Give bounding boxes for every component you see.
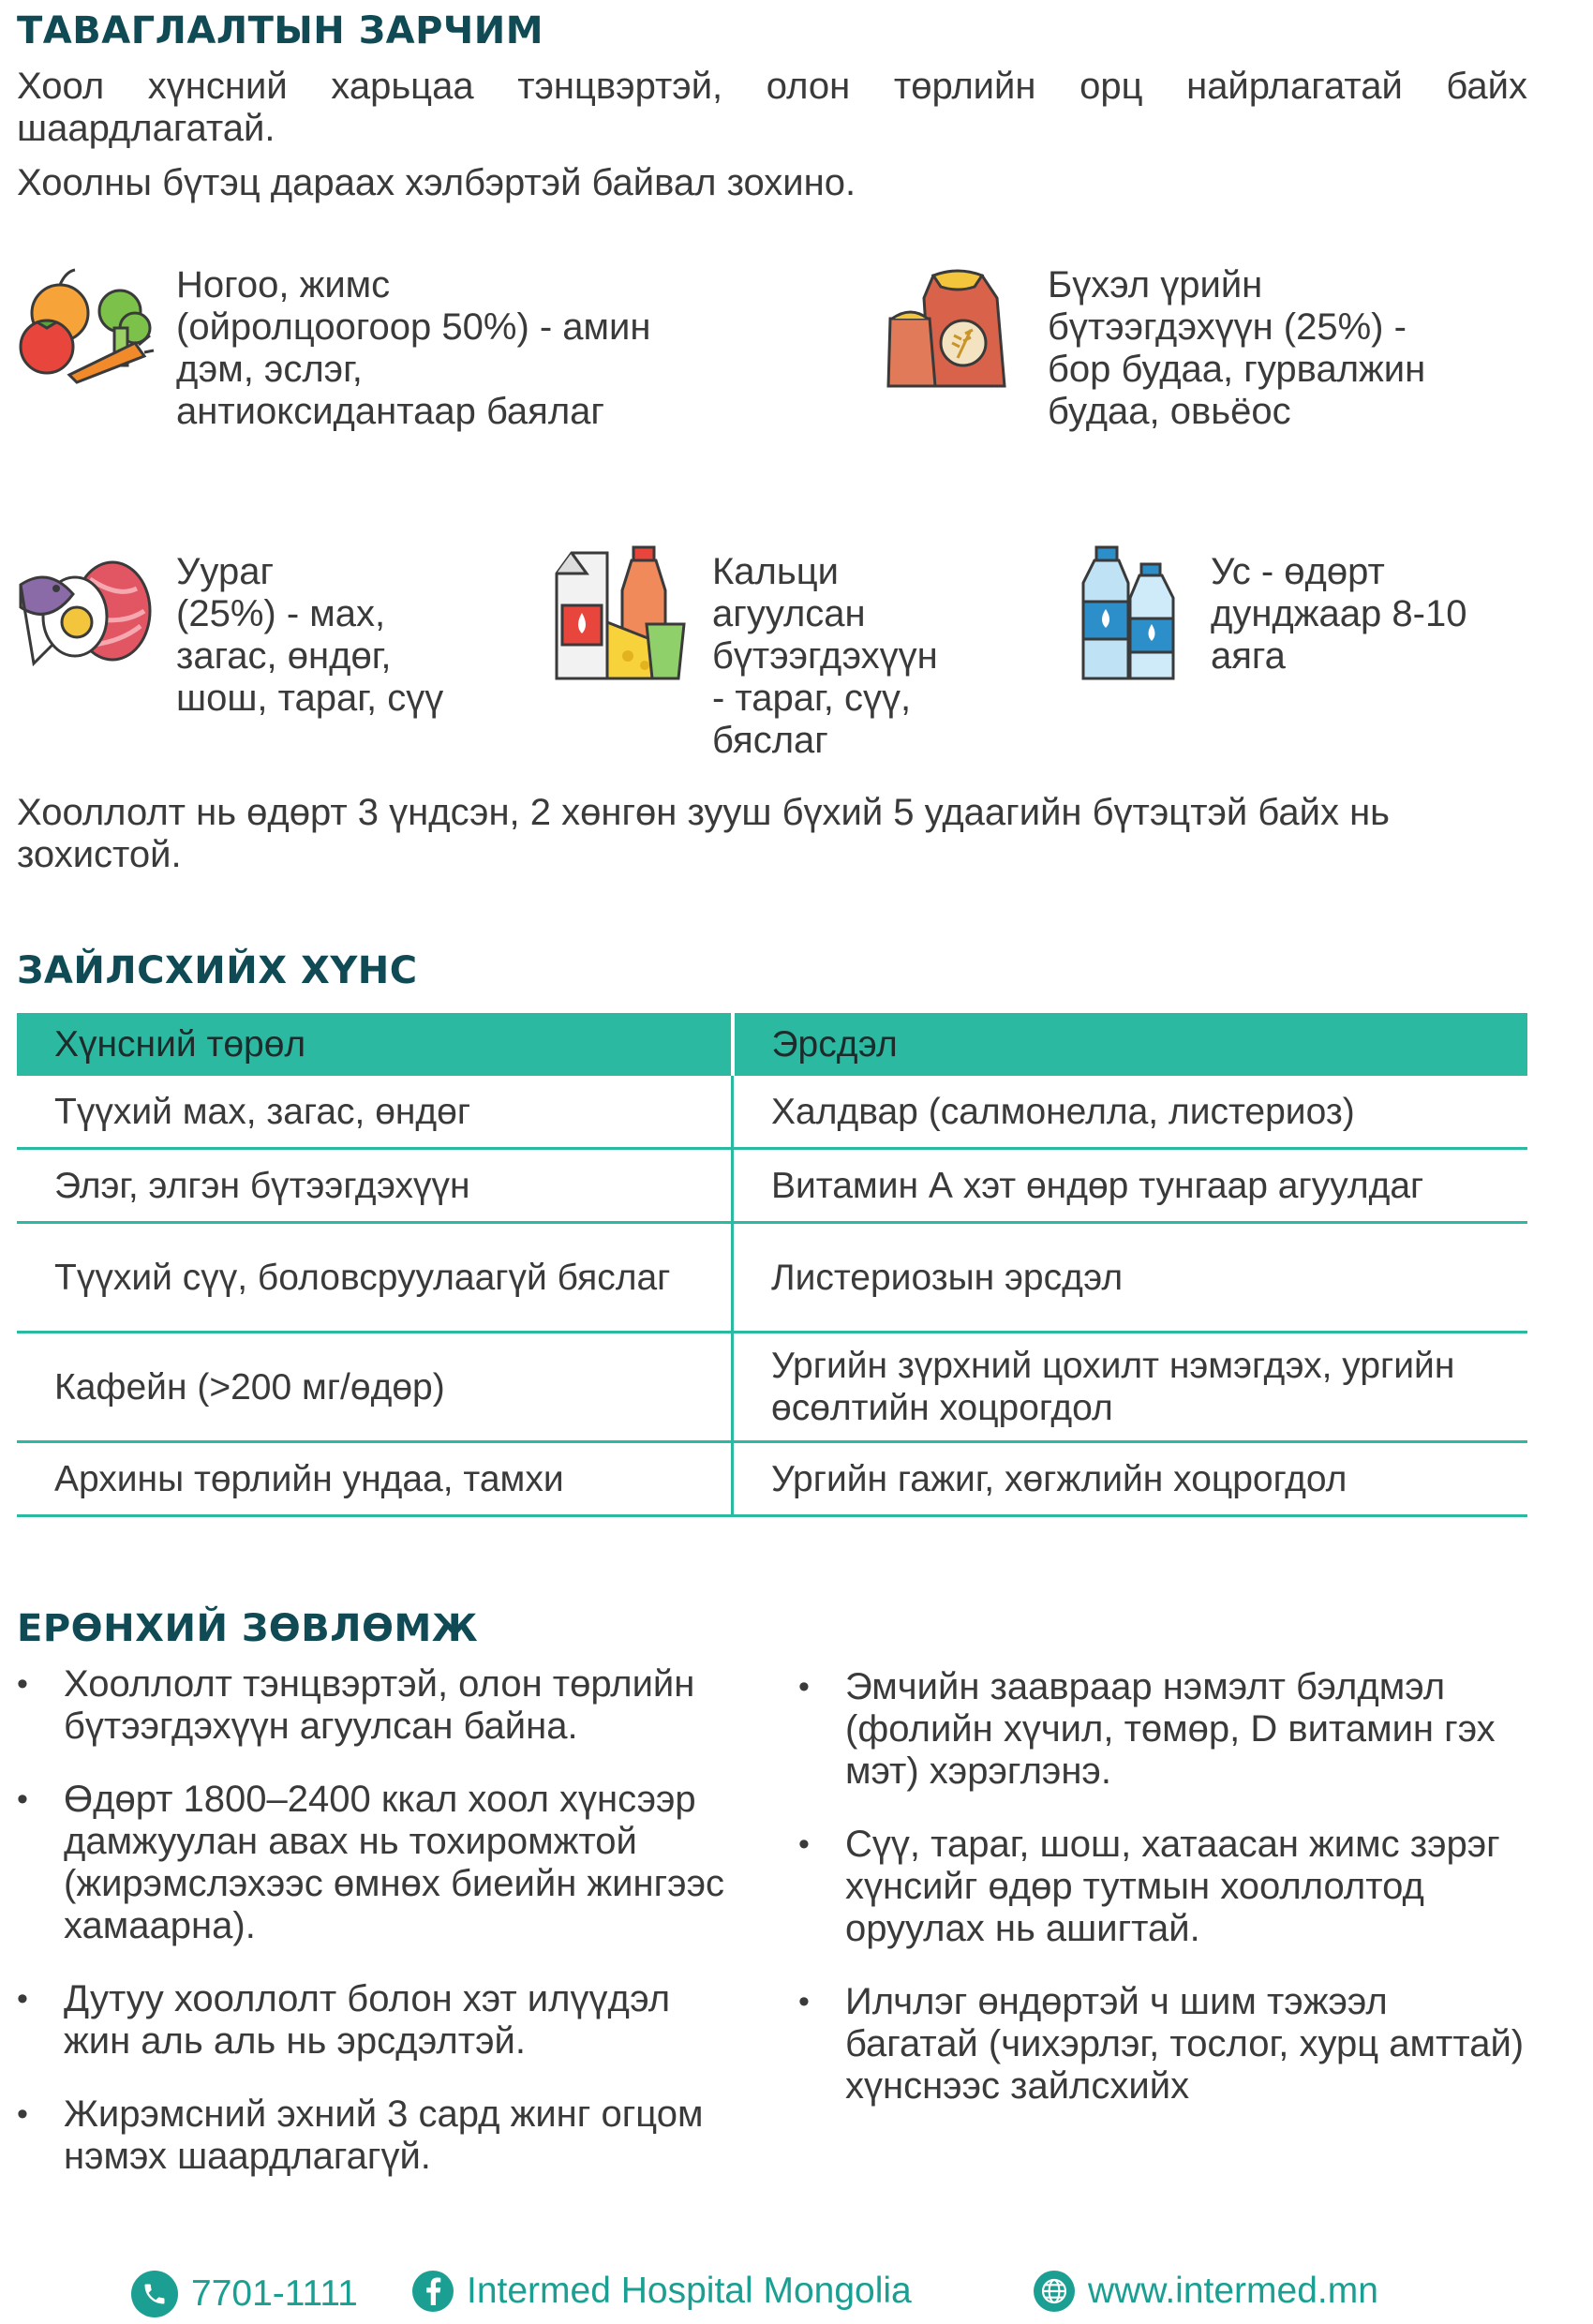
intro-text: Хоол хүнсний харьцаа тэнцвэртэй, олон төрлийн орц найрлагатай байх шаардлагатай. bbox=[17, 66, 1527, 149]
footer-website[interactable] bbox=[1034, 2271, 1378, 2312]
table-header-food-type: Хүнсний төрөл bbox=[17, 1013, 733, 1076]
advice-list-right bbox=[798, 1666, 1529, 2138]
list-item bbox=[17, 1779, 738, 1947]
section-title-avoid-foods: ЗАЙЛСХИЙХ ХҮНС bbox=[17, 949, 418, 992]
food-type-cell: Элэг, элгэн бүтээгдэхүүн bbox=[17, 1149, 733, 1223]
food-detail: антиоксидантаар баялаг bbox=[176, 391, 605, 432]
bullet: • bbox=[17, 1666, 28, 1702]
food-detail: бор будаа, гурвалжин bbox=[1048, 349, 1426, 390]
table-row bbox=[17, 1333, 1527, 1442]
food-label: Бүхэл үрийн bbox=[1048, 264, 1263, 305]
risk-cell: Ургийн зүрхний цохилт нэмэгдэх, ургийн өсөлтийн хоцрогдол bbox=[733, 1333, 1528, 1442]
food-detail: дэм, эслэг, bbox=[176, 349, 363, 390]
food-label: Ногоо, жимс bbox=[176, 264, 391, 305]
list-item bbox=[17, 1978, 738, 2063]
advice-text: Сүү, тараг, шош, хатаасан жимс зэрэг хүнсийг өдөр тутмын хооллолтод оруулах нь ашигтай. bbox=[845, 1824, 1500, 1949]
advice-text: Эмчийн зааврaap нэмэлт бэлдмэл (фолийн хүчил, төмөр, D витамин гэх мэт) хэрэглэнэ. bbox=[845, 1666, 1496, 1792]
list-item bbox=[798, 1824, 1529, 1950]
meals-text: Хооллолт нь өдөрт 3 үндсэн, 2 хөнгөн зууш бүхий 5 удаагийн бүтэцтэй байх нь зохистой. bbox=[17, 792, 1390, 875]
table-header-row bbox=[17, 1013, 1527, 1076]
advice-text: Дутуу хооллолт болон хэт илүүдэл жин аль аль нь эрсдэлтэй. bbox=[64, 1978, 671, 2062]
food-label: Уураг bbox=[176, 551, 275, 592]
food-item-water bbox=[1211, 551, 1548, 678]
bullet: • bbox=[17, 1981, 28, 2017]
food-detail: дунджаар 8-10 bbox=[1211, 593, 1467, 634]
list-item bbox=[17, 1663, 738, 1748]
dairy-products-icon bbox=[549, 545, 690, 686]
vegetables-fruits-icon bbox=[15, 264, 156, 386]
food-detail: будаа, овьёос bbox=[1048, 391, 1291, 432]
food-label: Кальци bbox=[712, 551, 839, 592]
advice-text: Илчлэг өндөртэй ч шим тэжээл багатай (чихэрлэг, тослог, хурц амттай) хүнснээс зайлсхийх bbox=[845, 1981, 1525, 2107]
food-detail: агуулсан bbox=[712, 593, 866, 634]
food-detail: (25%) - мах, bbox=[176, 593, 386, 634]
table-row bbox=[17, 1076, 1527, 1149]
risk-cell: Халдвар (салмонелла, листериоз) bbox=[733, 1076, 1528, 1149]
table-row bbox=[17, 1149, 1527, 1223]
globe-icon bbox=[1034, 2271, 1075, 2312]
food-type-cell: Кафейн (>200 мг/өдөр) bbox=[17, 1333, 733, 1442]
bullet: • bbox=[798, 1826, 810, 1862]
section-title-general-advice: ЕРӨНХИЙ ЗӨВЛӨМЖ bbox=[17, 1607, 479, 1650]
bullet: • bbox=[798, 1669, 810, 1705]
food-detail: бүтээгдэхүүн bbox=[712, 635, 938, 677]
grain-sacks-icon bbox=[885, 264, 1025, 395]
food-item-vegetables bbox=[176, 264, 738, 433]
facebook-icon bbox=[412, 2271, 454, 2312]
advice-text: Хооллолт тэнцвэртэй, олон төрлийн бүтээгдэхүүн агуулсан байна. bbox=[64, 1663, 695, 1747]
list-item bbox=[798, 1981, 1529, 2108]
footer-facebook[interactable] bbox=[412, 2271, 912, 2312]
section-title-plate-principle: ТАВАГЛАЛТЫН ЗАРЧИМ bbox=[17, 9, 544, 52]
food-detail: шош, тараг, сүү bbox=[176, 678, 444, 719]
food-label: Ус - өдөрт bbox=[1211, 551, 1385, 592]
food-detail: - тараг, сүү, bbox=[712, 678, 912, 719]
list-item bbox=[17, 2093, 738, 2178]
food-item-protein bbox=[176, 551, 532, 720]
bullet: • bbox=[17, 1781, 28, 1817]
risk-cell: Листериозын эрсдэл bbox=[733, 1223, 1528, 1333]
phone-number: 7701-1111 bbox=[191, 2273, 358, 2314]
table-header-risk: Эрсдэл bbox=[733, 1013, 1528, 1076]
fish-egg-meat-icon bbox=[15, 551, 156, 673]
advice-list-left bbox=[17, 1663, 738, 2209]
water-bottles-icon bbox=[1078, 545, 1181, 681]
food-detail: бяслаг bbox=[712, 720, 828, 761]
food-type-cell: Архины төрлийн ундаа, тамхи bbox=[17, 1442, 733, 1516]
website-url: www.intermed.mn bbox=[1088, 2271, 1378, 2311]
facebook-page-name: Intermed Hospital Mongolia bbox=[467, 2271, 912, 2311]
bullet: • bbox=[798, 1984, 810, 2019]
food-detail: (ойролцоогоор 50%) - амин bbox=[176, 306, 651, 348]
intro-text-2: Хоолны бүтэц дараах хэлбэртэй байвал зохино. bbox=[17, 162, 856, 203]
advice-text: Жирэмсний эхний 3 сард жинг огцом нэмэх шаардлагагүй. bbox=[64, 2093, 704, 2177]
advice-text: Өдөрт 1800–2400 ккал хоол хүнсээр дамжуулан авах нь тохиромжтой (жирэмслэхээс өмнөх биеийн жингээс хамаарна). bbox=[64, 1779, 724, 1946]
food-type-cell: Түүхий сүү, боловсруулаагүй бяслаг bbox=[17, 1223, 733, 1333]
bullet: • bbox=[17, 2096, 28, 2132]
food-item-calcium bbox=[712, 551, 1012, 762]
food-detail: бүтээгдэхүүн (25%) - bbox=[1048, 306, 1407, 348]
avoid-foods-table bbox=[17, 1013, 1527, 1517]
table-row bbox=[17, 1442, 1527, 1516]
footer-phone[interactable] bbox=[131, 2271, 358, 2317]
phone-icon bbox=[131, 2271, 178, 2317]
food-item-grains bbox=[1048, 264, 1554, 433]
food-detail: загас, өндөг, bbox=[176, 635, 392, 677]
risk-cell: Витамин А хэт өндөр тунгаар агуулдаг bbox=[733, 1149, 1528, 1223]
food-detail: аяга bbox=[1211, 635, 1286, 677]
food-type-cell: Түүхий мах, загас, өндөг bbox=[17, 1076, 733, 1149]
list-item bbox=[798, 1666, 1529, 1793]
risk-cell: Ургийн гажиг, хөгжлийн хоцрогдол bbox=[733, 1442, 1528, 1516]
table-row bbox=[17, 1223, 1527, 1333]
